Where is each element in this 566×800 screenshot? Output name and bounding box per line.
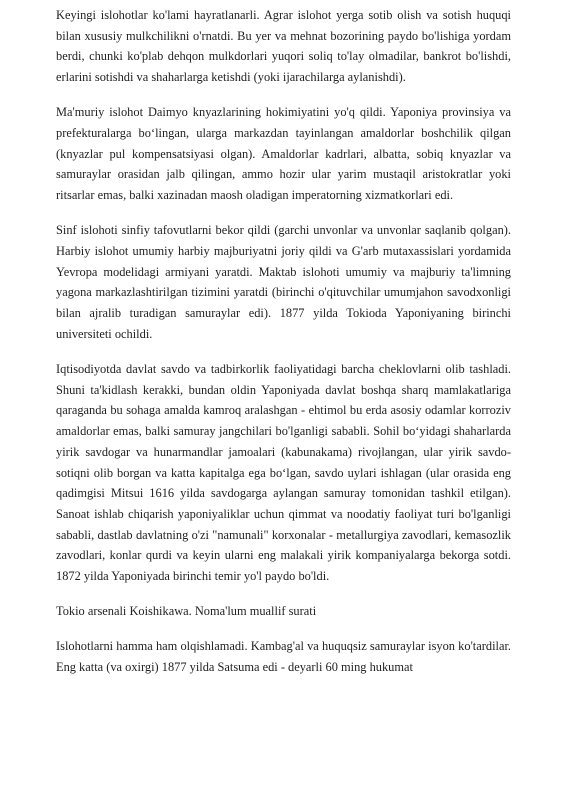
paragraph-samurai-revolt: Islohotlarni hamma ham olqishlamadi. Kambag'al va huquqsiz samuraylar isyon ko'tardilar. Eng katta (va oxirgi) 1877 yilda Satsuma edi - deyarli 60 ming hukumat [56, 639, 511, 675]
document-page [56, 5, 511, 692]
paragraph-class-military-school-reform: Sinf islohoti sinfiy tafovutlarni bekor qildi (garchi unvonlar va unvonlar saqlanib qolgan). Harbiy islohot umumiy harbiy majburiyatni joriy qildi va G'arb mutaxassislari yordamida Yevropa modelidagi armiyani yaratdi. Maktab islohoti umumiy va majburiy ta'limning yagona markazlashtirilgan tizimini yaratdi (birinchi o'qituvchilar umumjahon savodxonligi bilan ajralib turadigan samuraylar edi). 1877 yilda Tokioda Yaponiyaning birinchi universiteti ochildi. [56, 223, 511, 341]
paragraph-economic-reform: Iqtisodiyotda davlat savdo va tadbirkorlik faoliyatidagi barcha cheklovlarni olib tashladi. Shuni ta'kidlash kerakki, bundan oldin Yaponiyada davlat boshqa sharq mamlakatlariga qaraganda bu sohaga amalda kamroq aralashgan - ehtimol bu erda asosiy odamlar korroziv amaldorlar emas, balki samuray jangchilari bo'lganligi sababli. Sohil bo‘yidagi shaharlarda yirik savdogar va hunarmandlar jamoalari (kabunakama) rivojlangan, ular yirik savdo-sotiqni olib borgan va katta kapitalga ega bo‘lgan, savdo uylari ishlagan (ular orasida eng qadimgisi Mitsui 1616 yilda savdogarga aylangan samuray tomonidan tashkil etilgan). Sanoat ishlab chiqarish yaponiyaliklar uchun qimmat va noodatiy faoliyat turi bo'lganligi sababli, dastlab davlatning o'zi "namunali" korxonalar - metallurgiya zavodlari, kemasozlik zavodlari, konlar qurdi va keyin ularni eng malakali yirik kompaniyalarga bekorga sotdi. 1872 yilda Yaponiyada birinchi temir yo'l paydo bo'ldi. [56, 362, 511, 584]
paragraph-agrarian-reform: Keyingi islohotlar ko'lami hayratlanarli. Agrar islohot yerga sotib olish va sotish huquqi bilan xususiy mulkchilikni o'rnatdi. Bu yer va mehnat bozorining paydo bo'lishiga yordam berdi, chunki ko'plab dehqon mulkdorlari yuqori soliq to'lay olmadilar, bankrot bo'lishdi, erlarini sotishdi va shaharlarga ketishdi (yoki ijarachilarga aylanishdi). [56, 8, 511, 85]
figure-caption: Tokio arsenali Koishikawa. Noma'lum muallif surati [56, 604, 317, 619]
paragraph-administrative-reform: Ma'muriy islohot Daimyo knyazlarining hokimiyatini yo'q qildi. Yaponiya provinsiya va prefekturalarga bo‘lingan, ularga markazdan tayinlangan amaldorlar boshchilik qilgan (knyazlar pul kompensatsiyasi olgan). Amaldorlar kadrlari, albatta, sobiq knyazlar va samuraylar orasidan jalb qilingan, ammo hozir ular yarim mustaqil aristokratlar yoki ritsarlar emas, balki xazinadan maosh oladigan imperatorning xizmatkorlari edi. [56, 105, 511, 203]
